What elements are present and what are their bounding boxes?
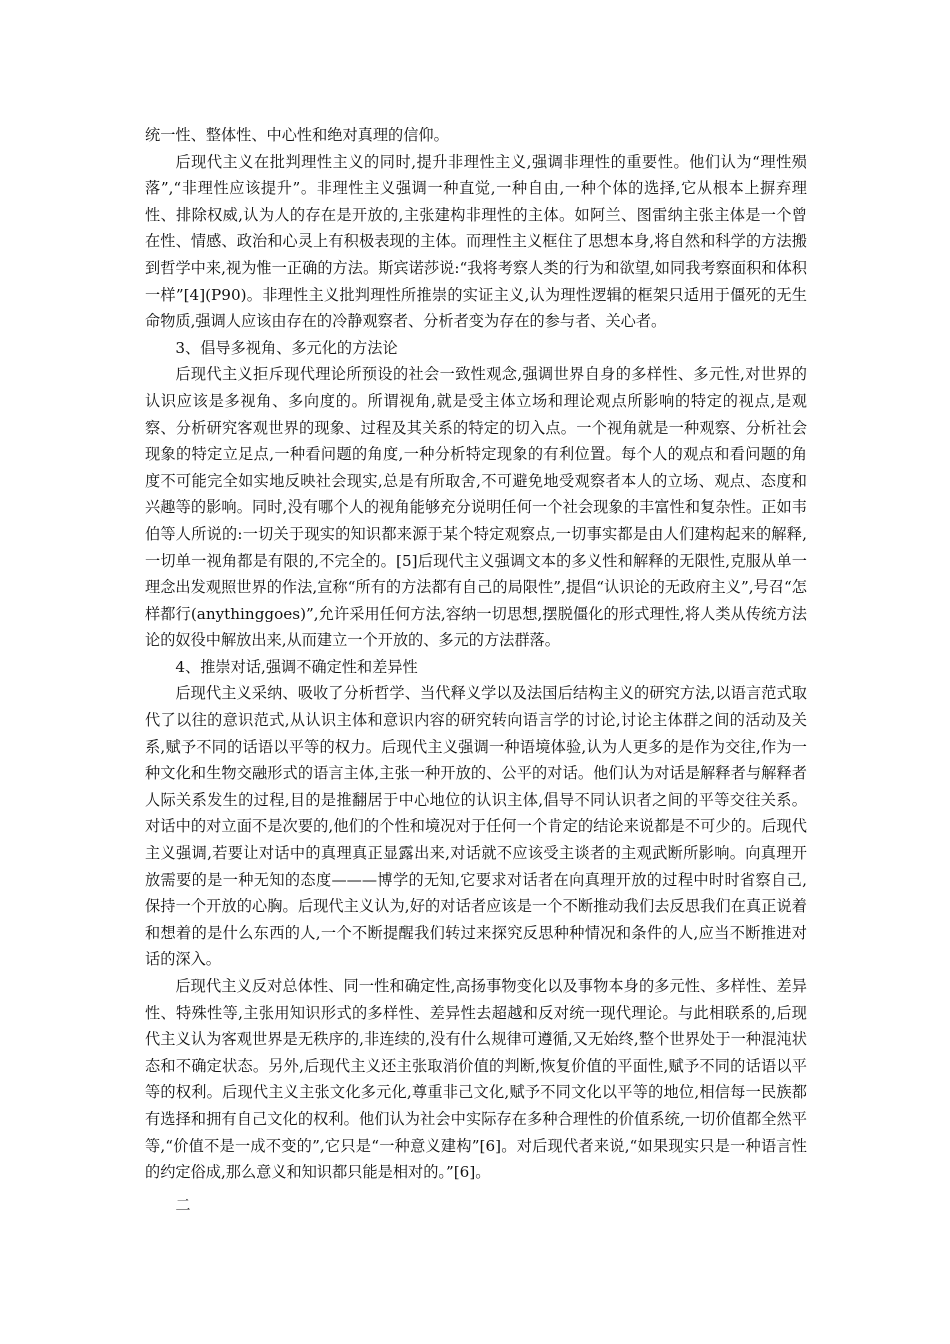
section-number-two: 二 — [175, 1195, 191, 1214]
paragraph-uncertainty: 后现代主义反对总体性、同一性和确定性,高扬事物变化以及事物本身的多元性、多样性、差异性、特殊性等,主张用知识形式的多样性、差异性去超越和反对统一现代理论。与此相联系的,后现代主义认为客观世界是无秩序的,非连续的,没有什么规律可遵循,又无始终,整个世界处于一种混沌状态和不确定状态。另外,后现代主义还主张取消价值的判断,恢复价值的平面性,赋予不同的话语以平等的权利。后现代主义主张文化多元化,尊重非己文化,赋予不同文化以平等的地位,相信每一民族都有选择和拥有自己文化的权利。他们认为社会中实际存在多种合理性的价值系统,一切价值都全然平等,“价值不是一成不变的”,它只是“一种意义建构”[6]。对后现代者来说,“如果现实只是一种语言性的约定俗成,那么意义和知识都只能是相对的。”[6]。 — [145, 977, 807, 1182]
paragraph-multiperspective: 后现代主义拒斥现代理论所预设的社会一致性观念,强调世界自身的多样性、多元性,对世界的认识应该是多视角、多向度的。所谓视角,就是受主体立场和理论观点所影响的特定的视点,是观察、分析研究客观世界的现象、过程及其关系的特定的切入点。一个视角就是一种观察、分析社会现象的特定立足点,一种看问题的角度,一种分析特定现象的有利位置。每个人的观点和看问题的角度不可能完全如实地反映社会现实,总是有所取舍,不可避免地受观察者本人的立场、观点、态度和兴趣等的影响。同时,没有哪个人的视角能够充分说明任何一个社会现象的丰富性和复杂性。正如韦伯等人所说的:一切关于现实的知识都来源于某个特定观察点,一切事实都是由人们建构起来的解释,一切单一视角都是有限的,不完全的。[5]后现代主义强调文本的多义性和解释的无限性,克服从单一理念出发观照世界的作法,宣称“所有的方法都有自己的局限性”,提倡“认识论的无政府主义”,号召“怎样都行(anythinggoes)”,允许采用任何方法,容纳一切思想,摆脱僵化的形式理性,将人类从传统方法论的奴役中解放出来,从而建立一个开放的、多元的方法群落。 — [145, 365, 807, 650]
heading-section-4: 4、推崇对话,强调不确定性和差异性 — [175, 657, 418, 676]
paragraph-dialogue: 后现代主义采纳、吸收了分析哲学、当代释义学以及法国后结构主义的研究方法,以语言范式取代了以往的意识范式,从认识主体和意识内容的研究转向语言学的讨论,讨论主体群之间的活动及关系,赋予不同的话语以平等的权力。后现代主义强调一种语境体验,认为人更多的是作为交往,作为一种文化和生物交融形式的语言主体,主张一种开放的、公平的对话。他们认为对话是解释者与解释者人际关系发生的过程,目的是推翻居于中心地位的认识主体,倡导不同认识者之间的平等交往关系。对话中的对立面不是次要的,他们的个性和境况对于任何一个肯定的结论来说都是不可少的。后现代主义强调,若要让对话中的真理真正显露出来,对话就不应该受主谈者的主观武断所影响。向真理开放需要的是一种无知的态度———博学的无知,它要求对话者在向真理开放的过程中时时省察自己,保持一个开放的心胸。后现代主义认为,好的对话者应该是一个不断推动我们去反思我们在真正说着和想着的是什么东西的人,一个不断提醒我们转过来探究反思种种情况和条件的人,应当不断推进对话的深入。 — [145, 684, 807, 969]
paragraph-continuation: 统一性、整体性、中心性和绝对真理的信仰。 — [145, 126, 449, 144]
heading-section-3: 3、倡导多视角、多元化的方法论 — [175, 338, 398, 357]
paragraph-irrationalism: 后现代主义在批判理性主义的同时,提升非理性主义,强调非理性的重要性。他们认为“理性殒落”,“非理性应该提升”。非理性主义强调一种直觉,一种自由,一种个体的选择,它从根本上摒弃理性、排除权威,认为人的存在是开放的,主张建构非理性的主体。如阿兰、图雷纳主张主体是一个曾在性、情感、政治和心灵上有积极表现的主体。而理性主义框住了思想本身,将自然和科学的方法搬到哲学中来,视为惟一正确的方法。斯宾诺莎说:“我将考察人类的行为和欲望,如同我考察面积和体积一样”[4](P90)。非理性主义批判理性所推崇的实证主义,认为理性逻辑的框架只适用于僵死的无生命物质,强调人应该由存在的冷静观察者、分析者变为存在的参与者、关心者。 — [145, 152, 807, 331]
document-page — [145, 122, 807, 1218]
